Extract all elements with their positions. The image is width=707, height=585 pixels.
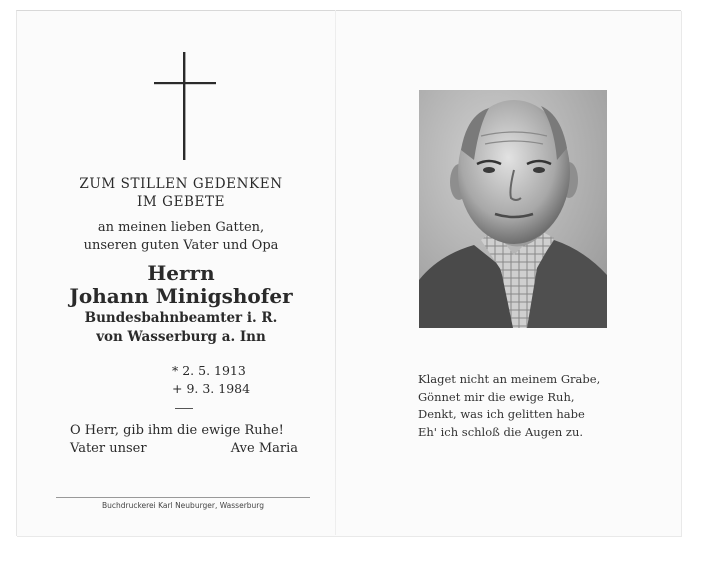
printer-credit: Buchdruckerei Karl Neuburger, Wasserburg <box>101 501 265 510</box>
verse-line-3: Denkt, was ich gelitten habe <box>418 407 585 421</box>
prayer-line: O Herr, gib ihm die ewige Ruhe! <box>70 423 284 438</box>
card-fold <box>335 10 336 535</box>
birth-date: * 2. 5. 1913 <box>172 363 246 378</box>
verse <box>418 371 600 441</box>
cross-icon <box>154 52 216 162</box>
prayer-footer <box>70 440 298 458</box>
verse-line-4: Eh' ich schloß die Augen zu. <box>418 424 584 439</box>
life-dates <box>172 362 250 398</box>
heading-line-1: ZUM STILLEN GEDENKEN <box>79 176 283 192</box>
heading-line-2: IM GEBETE <box>136 194 226 210</box>
verse-line-2: Gönnet mir die ewige Ruh, <box>418 389 575 404</box>
divider-dash <box>175 408 193 409</box>
intro-line-2: unseren guten Vater und Opa <box>83 238 279 253</box>
prayer-left: Vater unser <box>70 441 147 456</box>
intro-line-1: an meinen lieben Gatten, <box>97 220 265 235</box>
prayer-right: Ave Maria <box>230 441 298 456</box>
origin: von Wasserburg a. Inn <box>96 329 266 345</box>
salutation: Herrn <box>147 261 215 285</box>
prayer-block <box>70 422 298 458</box>
deceased-name: Johann Minigshofer <box>69 284 293 308</box>
occupation: Bundesbahnbeamter i. R. <box>84 310 278 326</box>
printer-rule <box>56 497 310 498</box>
death-date: + 9. 3. 1984 <box>172 381 251 396</box>
portrait-photo <box>419 90 607 328</box>
verse-line-1: Klaget nicht an meinem Grabe, <box>418 372 601 386</box>
portrait-photo-image <box>419 90 607 328</box>
